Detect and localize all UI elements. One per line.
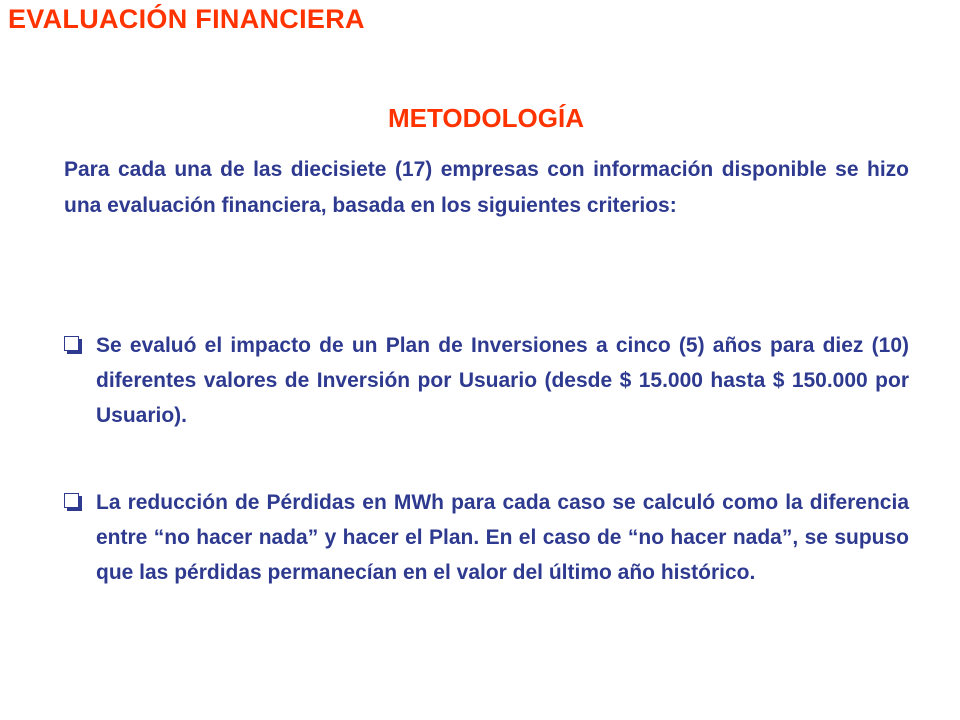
intro-paragraph: Para cada una de las diecisiete (17) empresas con información disponible se hizo una evaluación financiera, basada en los siguientes criterios: <box>64 158 909 217</box>
criteria-item-text: Se evaluó el impacto de un Plan de Inversiones a cinco (5) años para diez (10) diferentes valores de Inversión por Usuario (desde $ 15.000 hasta $ 150.000 por Usuario). <box>96 334 909 427</box>
section-heading: METODOLOGÍA <box>388 103 584 133</box>
slide-title: EVALUACIÓN FINANCIERA <box>8 4 365 34</box>
criteria-item-text: La reducción de Pérdidas en MWh para cada caso se calculó como la diferencia entre “no hacer nada” y hacer el Plan. En el caso de “no hacer nada”, se supuso que las pérdidas permanecían en el valor del último año histórico. <box>96 491 909 584</box>
checkbox-square-icon <box>64 493 79 508</box>
checkbox-square-icon <box>64 336 79 351</box>
criteria-list <box>62 328 909 590</box>
criteria-item <box>62 485 909 590</box>
criteria-item <box>62 328 909 433</box>
